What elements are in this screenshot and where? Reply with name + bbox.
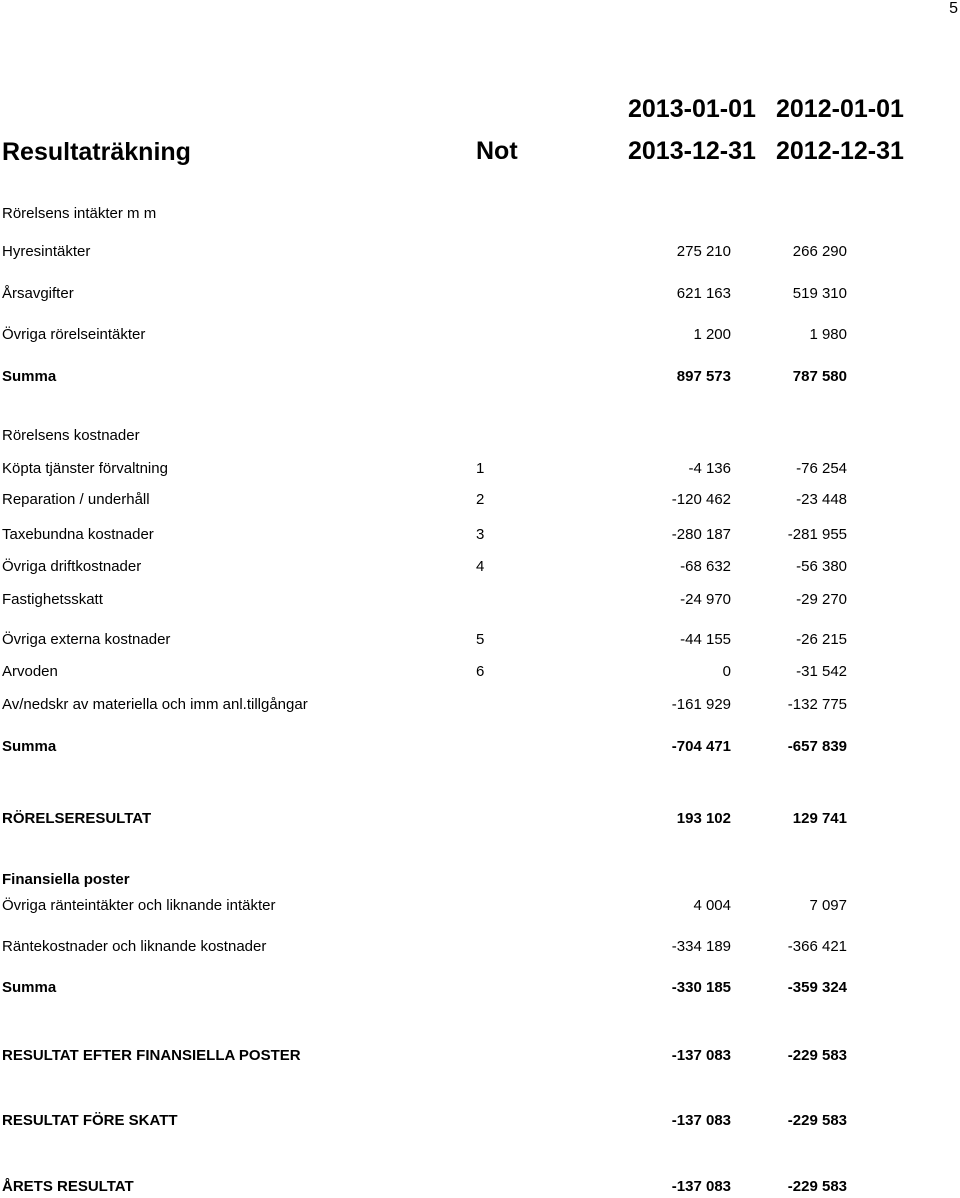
- row-label: Övriga externa kostnader: [2, 631, 171, 648]
- table-row: [0, 203, 960, 225]
- period1-to: 2013-12-31: [628, 137, 756, 165]
- period2-to: 2012-12-31: [776, 137, 904, 165]
- row-label: Köpta tjänster förvaltning: [2, 460, 168, 477]
- table-row: [0, 936, 960, 958]
- table-row: [0, 736, 960, 758]
- table-row: [0, 1110, 960, 1132]
- not-header: Not: [476, 137, 518, 165]
- row-value-2013: 193 102: [676, 810, 731, 827]
- table-row: [0, 425, 960, 447]
- row-value-2013: -4 136: [688, 460, 731, 477]
- row-label: Övriga driftkostnader: [2, 558, 142, 575]
- table-row: [0, 458, 960, 480]
- row-label: Reparation / underhåll: [2, 491, 150, 508]
- row-label: Årsavgifter: [2, 285, 74, 302]
- row-label: Övriga rörelseintäkter: [2, 326, 146, 343]
- row-value-2012: -29 270: [796, 591, 847, 608]
- table-row: [0, 808, 960, 830]
- row-value-2012: -657 839: [787, 738, 847, 755]
- row-label: Finansiella poster: [2, 871, 130, 888]
- row-label: Rörelsens kostnader: [2, 427, 140, 444]
- row-value-2012: -229 583: [787, 1112, 847, 1129]
- table-row: [0, 1176, 960, 1198]
- row-label: Fastighetsskatt: [2, 591, 103, 608]
- row-value-2012: -56 380: [796, 558, 847, 575]
- row-value-2012: 787 580: [792, 368, 847, 385]
- row-value-2012: -31 542: [796, 663, 847, 680]
- row-label: Summa: [2, 738, 57, 755]
- row-value-2013: 621 163: [676, 285, 731, 302]
- row-value-2012: -229 583: [787, 1178, 847, 1195]
- row-label: Övriga ränteintäkter och liknande intäkter: [2, 897, 276, 914]
- table-row: [0, 869, 960, 891]
- row-note: 6: [476, 663, 485, 680]
- row-note: 5: [476, 631, 485, 648]
- row-value-2012: -23 448: [796, 491, 847, 508]
- row-value-2013: 0: [722, 663, 731, 680]
- row-value-2013: 897 573: [676, 368, 731, 385]
- table-row: [0, 895, 960, 917]
- row-note: 3: [476, 526, 485, 543]
- row-value-2012: -229 583: [787, 1047, 847, 1064]
- row-label: ÅRETS RESULTAT: [2, 1178, 134, 1195]
- row-value-2012: 129 741: [792, 810, 847, 827]
- row-value-2013: -120 462: [671, 491, 731, 508]
- table-row: [0, 489, 960, 511]
- period1-from: 2013-01-01: [628, 95, 756, 123]
- table-row: [0, 366, 960, 388]
- row-value-2012: -132 775: [787, 696, 847, 713]
- row-note: 1: [476, 460, 485, 477]
- row-label: RÖRELSERESULTAT: [2, 810, 152, 827]
- row-label: Räntekostnader och liknande kostnader: [2, 938, 267, 955]
- row-value-2012: -76 254: [796, 460, 847, 477]
- row-value-2012: 7 097: [809, 897, 847, 914]
- table-row: [0, 524, 960, 546]
- row-value-2012: -366 421: [787, 938, 847, 955]
- period2-from: 2012-01-01: [776, 95, 904, 123]
- row-value-2013: -161 929: [671, 696, 731, 713]
- table-row: [0, 241, 960, 263]
- row-value-2012: 519 310: [792, 285, 847, 302]
- row-value-2013: 4 004: [693, 897, 731, 914]
- row-label: Summa: [2, 979, 57, 996]
- row-value-2013: -137 083: [671, 1112, 731, 1129]
- row-label: Av/nedskr av materiella och imm anl.tillgångar: [2, 696, 308, 713]
- page-title: Resultaträkning: [2, 138, 191, 166]
- table-row: [0, 283, 960, 305]
- row-value-2013: -24 970: [680, 591, 731, 608]
- table-row: [0, 324, 960, 346]
- row-value-2013: -137 083: [671, 1047, 731, 1064]
- row-value-2013: -334 189: [671, 938, 731, 955]
- row-value-2013: -280 187: [671, 526, 731, 543]
- table-row: [0, 629, 960, 651]
- table-row: [0, 556, 960, 578]
- row-label: Hyresintäkter: [2, 243, 91, 260]
- row-value-2013: 275 210: [676, 243, 731, 260]
- row-label: RESULTAT EFTER FINANSIELLA POSTER: [2, 1047, 301, 1064]
- table-row: [0, 1045, 960, 1067]
- row-label: Taxebundna kostnader: [2, 526, 154, 543]
- row-label: Rörelsens intäkter m m: [2, 205, 157, 222]
- row-value-2013: -137 083: [671, 1178, 731, 1195]
- row-value-2013: -44 155: [680, 631, 731, 648]
- row-value-2012: 1 980: [809, 326, 847, 343]
- row-value-2012: -26 215: [796, 631, 847, 648]
- row-label: RESULTAT FÖRE SKATT: [2, 1112, 178, 1129]
- row-value-2012: -281 955: [787, 526, 847, 543]
- table-row: [0, 661, 960, 683]
- row-value-2013: -68 632: [680, 558, 731, 575]
- page-number: 5: [949, 0, 958, 17]
- row-value-2012: 266 290: [792, 243, 847, 260]
- row-label: Summa: [2, 368, 57, 385]
- table-row: [0, 977, 960, 999]
- row-label: Arvoden: [2, 663, 58, 680]
- row-value-2013: -704 471: [671, 738, 731, 755]
- row-note: 2: [476, 491, 485, 508]
- row-value-2013: -330 185: [671, 979, 731, 996]
- row-note: 4: [476, 558, 485, 575]
- row-value-2012: -359 324: [787, 979, 847, 996]
- table-row: [0, 694, 960, 716]
- table-row: [0, 589, 960, 611]
- row-value-2013: 1 200: [693, 326, 731, 343]
